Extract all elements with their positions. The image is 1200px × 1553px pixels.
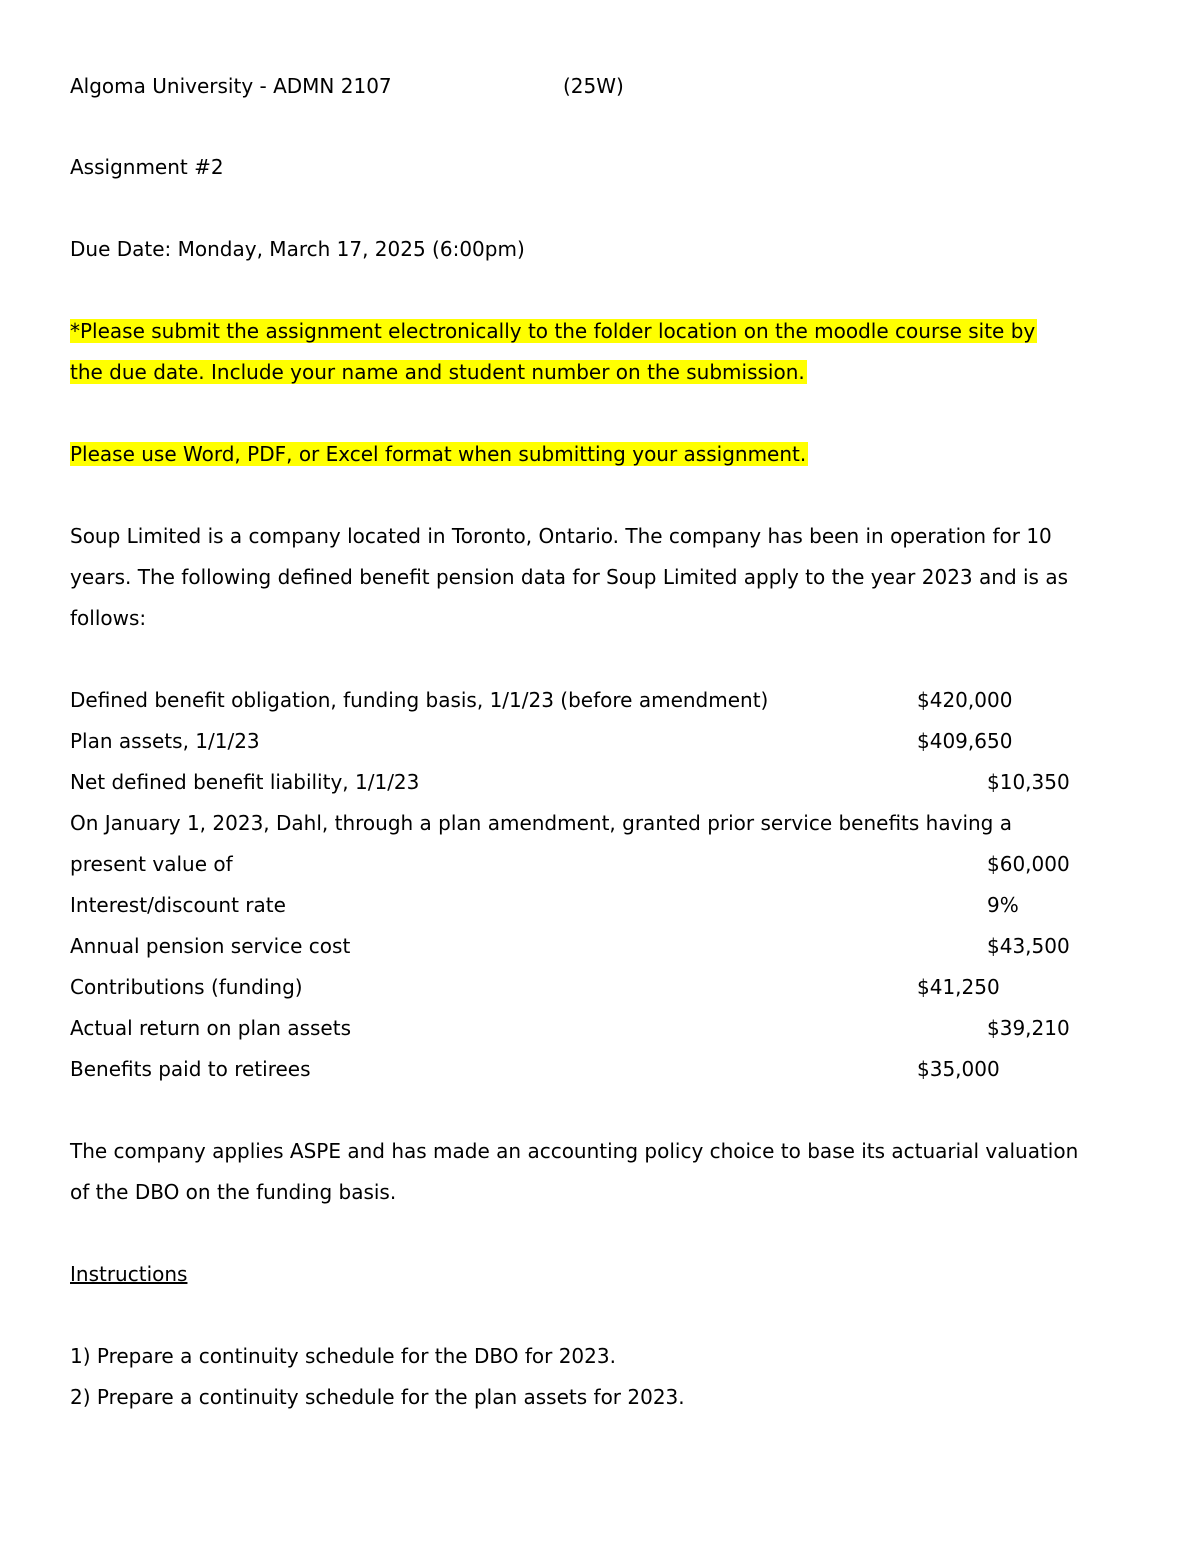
- submission-notice-line-2: [70, 358, 807, 386]
- data-item-amount: 9%: [987, 893, 1019, 917]
- instruction-item: 1) Prepare a continuity schedule for the DBO for 2023.: [70, 1344, 616, 1368]
- due-date: Due Date: Monday, March 17, 2025 (6:00pm): [70, 237, 525, 261]
- submission-notice-text-1: *Please submit the assignment electronically to the folder location on the moodle course site by: [70, 319, 1036, 343]
- data-item-label: Benefits paid to retirees: [70, 1057, 311, 1081]
- data-item-label: Interest/discount rate: [70, 893, 286, 917]
- format-notice-text: Please use Word, PDF, or Excel format when submitting your assignment.: [70, 442, 807, 466]
- policy-line-1: The company applies ASPE and has made an accounting policy choice to base its actuarial valuation: [70, 1139, 1079, 1163]
- course-title: Algoma University - ADMN 2107: [70, 74, 392, 98]
- data-item-amount: $420,000: [917, 688, 1013, 712]
- assignment-title: Assignment #2: [70, 155, 224, 179]
- data-item-amount: $43,500: [987, 934, 1070, 958]
- data-item-amount: $409,650: [917, 729, 1013, 753]
- data-item-label: On January 1, 2023, Dahl, through a plan amendment, granted prior service benefits having a: [70, 811, 1012, 835]
- data-item-amount: $39,210: [987, 1016, 1070, 1040]
- submission-notice-text-2: the due date. Include your name and student number on the submission.: [70, 360, 805, 384]
- policy-line-2: of the DBO on the funding basis.: [70, 1180, 397, 1204]
- data-item-amount: $35,000: [917, 1057, 1000, 1081]
- data-item-label: Annual pension service cost: [70, 934, 351, 958]
- data-item-amount: $41,250: [917, 975, 1000, 999]
- data-item-amount: $10,350: [987, 770, 1070, 794]
- data-item-label: Contributions (funding): [70, 975, 303, 999]
- intro-line-2: years. The following defined benefit pension data for Soup Limited apply to the year 2023 and is as: [70, 565, 1069, 589]
- instructions-heading: Instructions: [70, 1262, 188, 1286]
- data-item-label: Plan assets, 1/1/23: [70, 729, 260, 753]
- instruction-item: 2) Prepare a continuity schedule for the plan assets for 2023.: [70, 1385, 685, 1409]
- data-item-label: present value of: [70, 852, 233, 876]
- intro-line-3: follows:: [70, 606, 147, 630]
- intro-line-1: Soup Limited is a company located in Toronto, Ontario. The company has been in operation for 10: [70, 524, 1052, 548]
- data-item-label: Net defined benefit liability, 1/1/23: [70, 770, 420, 794]
- data-item-label: Actual return on plan assets: [70, 1016, 351, 1040]
- format-notice: [70, 440, 808, 468]
- data-item-amount: $60,000: [987, 852, 1070, 876]
- submission-notice-line-1: [70, 317, 1037, 345]
- data-item-label: Defined benefit obligation, funding basis, 1/1/23 (before amendment): [70, 688, 769, 712]
- term-label: (25W): [563, 74, 624, 98]
